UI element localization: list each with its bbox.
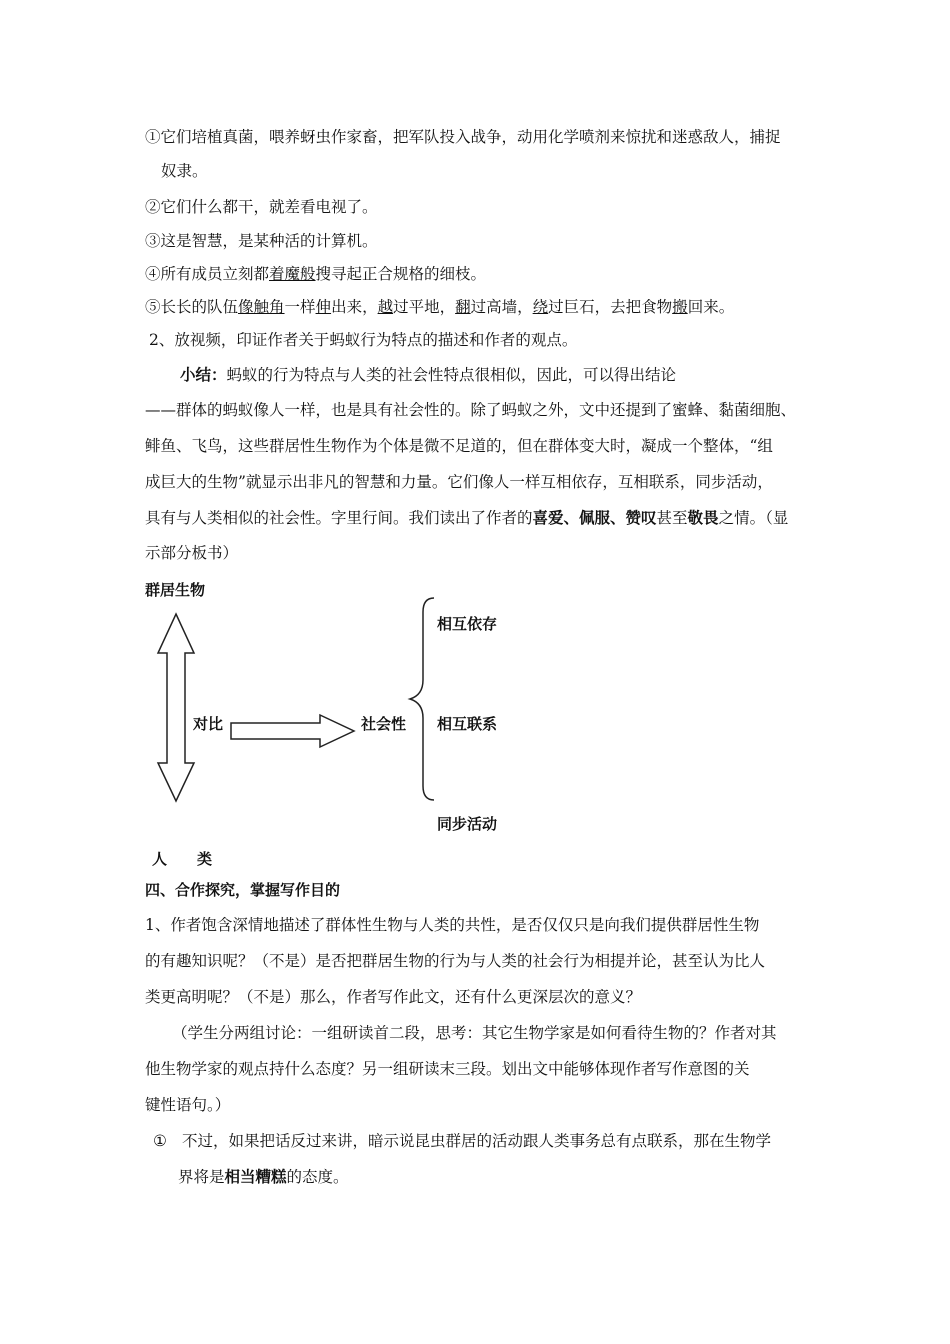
point-1-line-1: 不过，如果把话反过来讲，暗示说昆虫群居的活动跟人类事务总有点联系，那在生物学: [182, 1132, 772, 1150]
list-item-1-continued: 奴隶。: [161, 162, 208, 180]
summary-line-3: 鲱鱼、飞鸟，这些群居性生物作为个体是微不足道的，但在群体变大时，凝成一个整体，“组: [145, 437, 773, 455]
curly-brace: [410, 598, 434, 800]
summary-line-6: 示部分板书）: [145, 544, 239, 562]
diagram-compare-label: 对比: [193, 715, 224, 733]
question-1-line-1: 1、作者饱含深情地描述了群体性生物与人类的共性，是否仅仅只是向我们提供群居性生物: [145, 916, 760, 934]
point-1-line-2: 界将是相当糟糕的态度。: [178, 1167, 349, 1186]
discussion-line-2: 他生物学家的观点持什么态度？另一组研读末三段。划出文中能够体现作者写作意图的关: [145, 1060, 750, 1078]
diagram-item-connection: 相互联系: [437, 715, 498, 733]
diagram-top-label: 群居生物: [145, 581, 206, 599]
discussion-line-1: （学生分两组讨论：一组研读首二段，思考：其它生物学家是如何看待生物的？作者对其: [172, 1024, 777, 1042]
vertical-double-arrow: [158, 614, 194, 801]
summary-label: 小结：: [180, 366, 227, 384]
list-item-1: ①它们培植真菌，喂养蚜虫作家畜，把军队投入战争，动用化学喷剂来惊扰和迷惑敌人，捕捉: [145, 128, 781, 146]
discussion-line-3: 键性语句。）: [145, 1096, 231, 1114]
question-1-line-2: 的有趣知识呢？（不是）是否把群居生物的行为与人类的社会行为相提并论，甚至认为比人: [145, 952, 766, 970]
diagram-item-interdependence: 相互依存: [437, 615, 498, 633]
summary-line-4: 成巨大的生物”就显示出非凡的智慧和力量。它们像人一样互相依存，互相联系，同步活动，: [145, 473, 773, 491]
list-item-5: ⑤长长的队伍像触角一样伸出来，越过平地，翻过高墙，绕过巨石，去把食物搬回来。: [145, 298, 735, 316]
point-1-number: ①: [153, 1132, 167, 1150]
summary-line-5: 具有与人类相似的社会性。字里行间。我们读出了作者的喜爱、佩服、赞叹甚至敬畏之情。（显: [145, 508, 789, 527]
list-item-3: ③这是智慧，是某种活的计算机。: [145, 232, 378, 250]
diagram-item-sync-activity: 同步活动: [437, 815, 498, 833]
summary-line-2: ——群体的蚂蚁像人一样，也是具有社会性的。除了蚂蚁之外，文中还提到了蜜蜂、黏菌细胞、: [145, 401, 797, 419]
summary-line-1: 小结：蚂蚁的行为特点与人类的社会性特点很相似，因此，可以得出结论: [180, 366, 677, 384]
list-item-4: ④所有成员立刻都着魔般搜寻起正合规格的细枝。: [145, 265, 487, 283]
diagram-bottom-label: 人 类: [152, 850, 213, 868]
diagram-social-label: 社会性: [361, 715, 407, 733]
step-2: 2、放视频，印证作者关于蚂蚁行为特点的描述和作者的观点。: [149, 331, 578, 349]
right-block-arrow: [231, 715, 354, 747]
list-item-2: ②它们什么都干，就差看电视了。: [145, 198, 378, 216]
question-1-line-3: 类更高明呢？（不是）那么，作者写作此文，还有什么更深层次的意义？: [145, 988, 642, 1006]
section-4-heading: 四、合作探究，掌握写作目的: [145, 881, 341, 899]
